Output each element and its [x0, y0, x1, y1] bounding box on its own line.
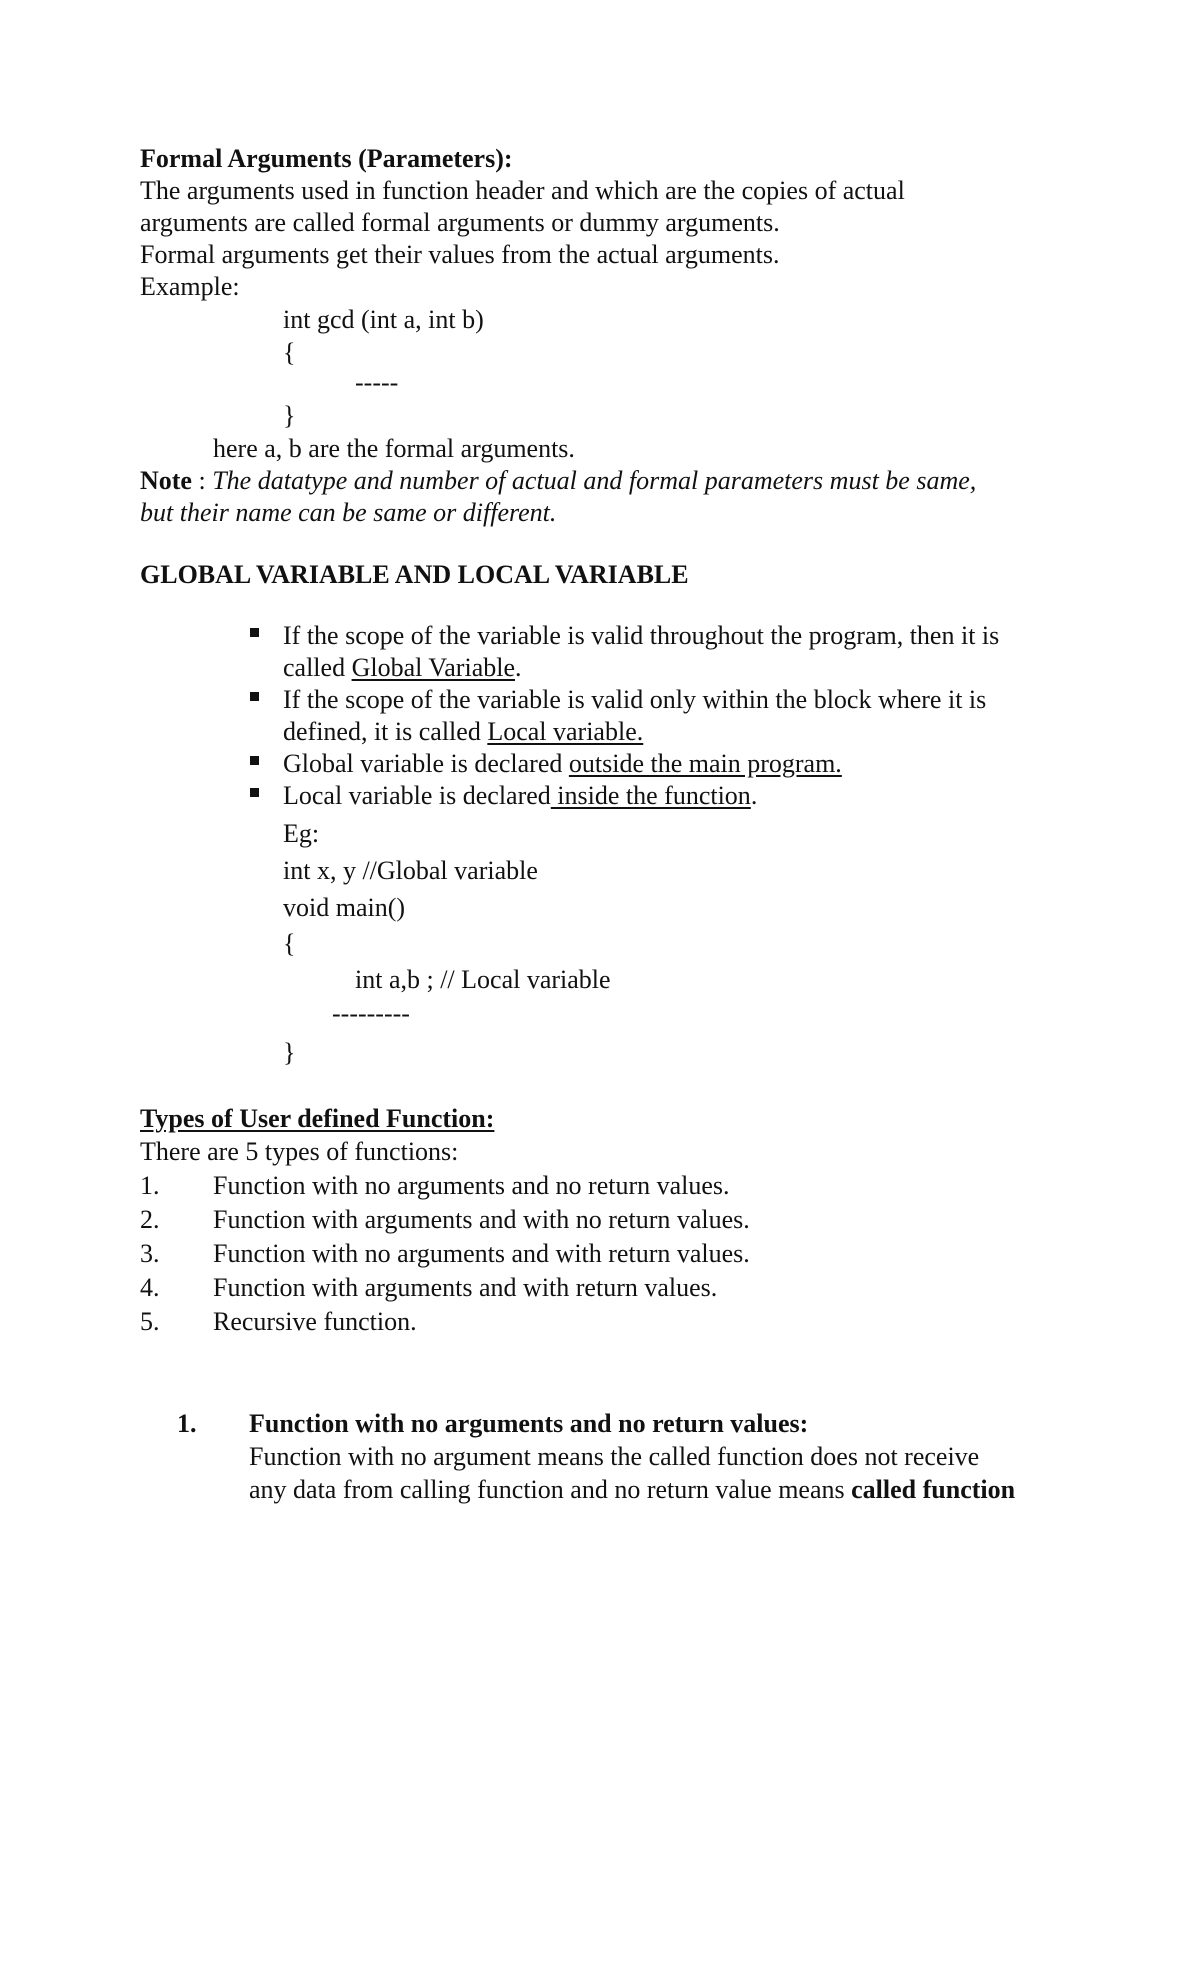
global-variable-term: Global Variable	[351, 653, 515, 682]
bullet-marker	[250, 788, 259, 797]
eg-label: Eg:	[283, 819, 320, 848]
bullet-marker	[250, 756, 259, 765]
bullet-marker	[250, 692, 259, 701]
note-text: The datatype and number of actual and formal parameters must be same,	[212, 466, 977, 495]
list-item-number: 3.	[140, 1239, 160, 1268]
formal-paragraph-line: Formal arguments get their values from the actual arguments.	[140, 240, 780, 269]
bullet-item-local-scope-continued: defined, it is called Local variable.	[283, 717, 644, 746]
formal-explanation: here a, b are the formal arguments.	[213, 434, 575, 463]
local-variable-term: Local variable.	[487, 717, 644, 746]
formal-arguments-heading: Formal Arguments (Parameters):	[140, 144, 513, 173]
note-line	[140, 465, 976, 497]
code-line: int gcd (int a, int b)	[283, 305, 484, 334]
outside-main-program-term: outside the main program.	[568, 749, 842, 778]
section-paragraph-line: Function with no argument means the called function does not receive	[249, 1442, 980, 1471]
list-item: Function with arguments and with no return values.	[213, 1205, 750, 1234]
note-separator: :	[191, 466, 213, 495]
bullet-item-local-declared: Local variable is declared inside the function.	[283, 781, 758, 810]
formal-paragraph-line: The arguments used in function header and which are the copies of actual	[140, 176, 905, 205]
list-item-number: 4.	[140, 1273, 160, 1302]
types-heading: Types of User defined Function:	[140, 1104, 495, 1133]
bullet-item-local-scope: If the scope of the variable is valid only within the block where it is	[283, 685, 987, 714]
types-intro: There are 5 types of functions:	[140, 1137, 459, 1166]
bullet-item-global-declared: Global variable is declared outside the main program.	[283, 749, 842, 778]
scope-heading: GLOBAL VARIABLE AND LOCAL VARIABLE	[140, 560, 689, 589]
formal-paragraph-line: arguments are called formal arguments or dummy arguments.	[140, 208, 780, 237]
section-number: 1.	[177, 1409, 197, 1438]
bullet-item-global-scope: If the scope of the variable is valid throughout the program, then it is	[283, 621, 1000, 650]
code-line: }	[283, 401, 296, 430]
note-label: Note	[140, 466, 192, 495]
list-item: Recursive function.	[213, 1307, 417, 1336]
code-line: void main()	[283, 893, 406, 922]
bullet-item-global-scope-continued: called Global Variable.	[283, 653, 522, 682]
list-item-number: 2.	[140, 1205, 160, 1234]
section-paragraph-line: any data from calling function and no return value means called function	[249, 1475, 1016, 1504]
code-line: }	[283, 1038, 296, 1067]
section-heading: Function with no arguments and no return values:	[249, 1409, 809, 1438]
code-line: ---------	[332, 999, 410, 1028]
note-text-continued: but their name can be same or different.	[140, 498, 557, 527]
example-label: Example:	[140, 272, 240, 301]
called-function-term: called function	[851, 1475, 1016, 1504]
code-line: int a,b ; // Local variable	[355, 965, 611, 994]
list-item-number: 1.	[140, 1171, 160, 1200]
inside-function-term: inside the function	[550, 781, 751, 810]
list-item: Function with no arguments and with return values.	[213, 1239, 750, 1268]
code-line: int x, y //Global variable	[283, 856, 538, 885]
code-line: {	[283, 929, 296, 958]
code-line: {	[283, 338, 296, 367]
list-item: Function with no arguments and no return values.	[213, 1171, 730, 1200]
bullet-marker	[250, 628, 259, 637]
list-item: Function with arguments and with return values.	[213, 1273, 718, 1302]
code-line: -----	[355, 368, 399, 397]
list-item-number: 5.	[140, 1307, 160, 1336]
